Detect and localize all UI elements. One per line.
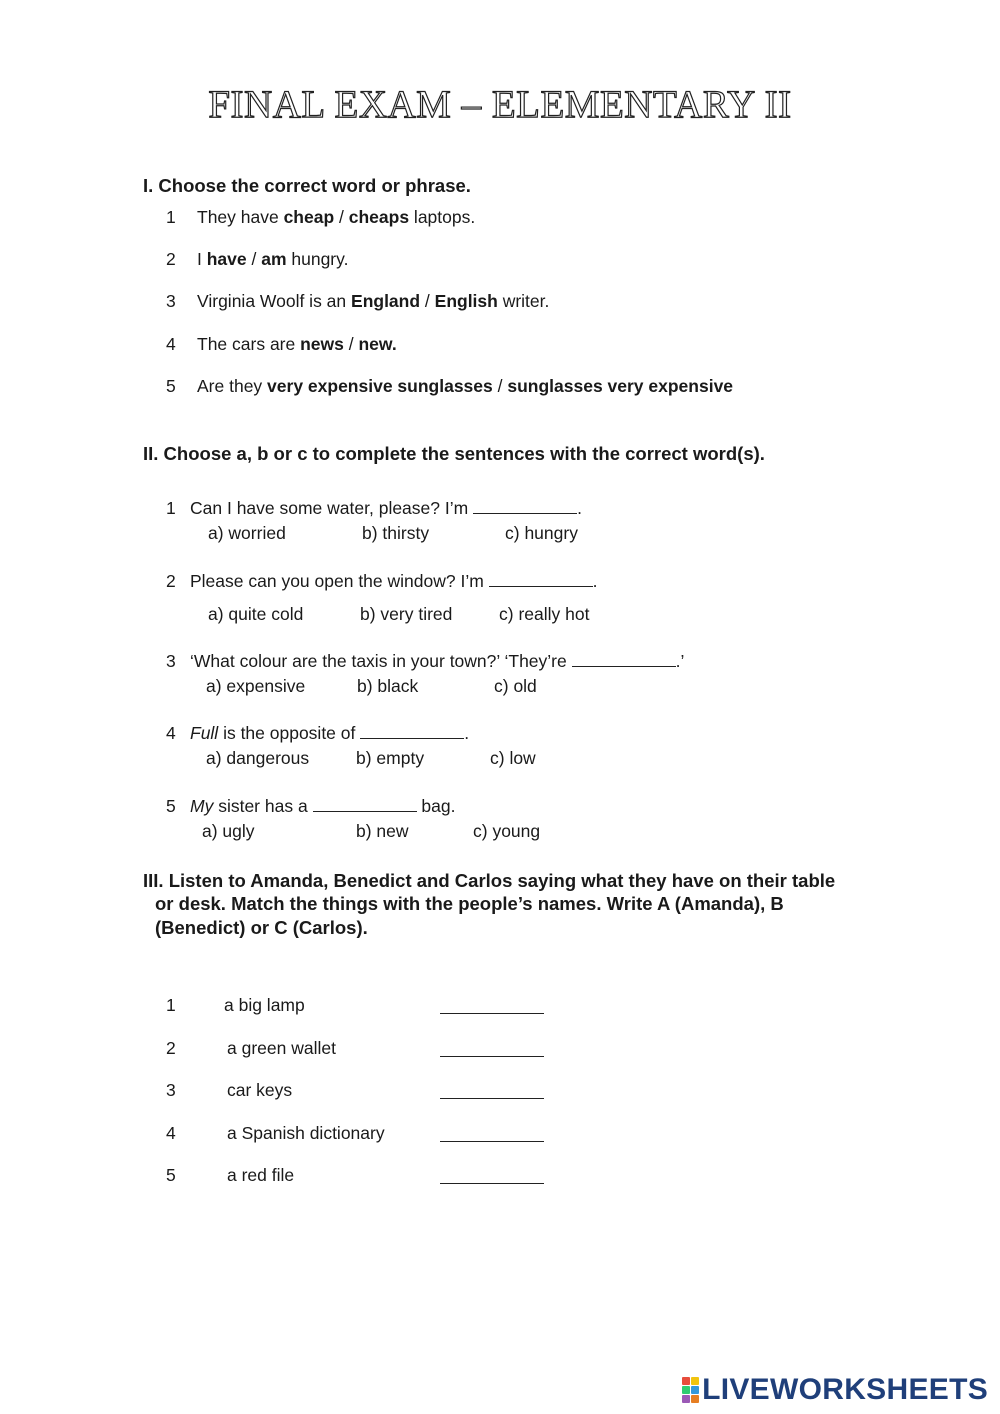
item-text-pre: Virginia Woolf is an	[197, 291, 352, 311]
list-item: a red file	[227, 1165, 295, 1185]
answer-blank[interactable]	[313, 797, 417, 812]
item-number: 5	[166, 1165, 176, 1185]
answer-blank[interactable]	[572, 652, 676, 667]
question-end: bag.	[416, 796, 456, 816]
option-c[interactable]: c) young	[473, 821, 541, 841]
question-stem: ‘What colour are the taxis in your town?’ ‘They’re	[190, 651, 572, 671]
item-number: 4	[166, 723, 176, 743]
item-text-pre: Are they	[197, 376, 268, 396]
option-b[interactable]: cheaps	[348, 207, 410, 227]
page-title: FINAL EXAM – ELEMENTARY II	[208, 83, 792, 126]
question-text	[190, 498, 582, 519]
question-text	[190, 651, 684, 672]
list-item	[197, 334, 397, 355]
option-c[interactable]: c) old	[494, 676, 537, 696]
item-number: 3	[166, 651, 176, 671]
question-stem: Please can you open the window? I’m	[190, 571, 489, 591]
list-item: a Spanish dictionary	[227, 1123, 385, 1143]
item-text-post: writer.	[497, 291, 550, 311]
item-number: 4	[166, 334, 176, 354]
item-text-pre: I	[197, 249, 207, 269]
option-a[interactable]: a) worried	[208, 523, 286, 543]
logo-block	[682, 1377, 690, 1385]
answer-blank[interactable]	[360, 724, 464, 739]
item-text-post: laptops.	[409, 207, 476, 227]
item-number: 2	[166, 571, 176, 591]
item-number: 1	[166, 207, 176, 227]
item-number: 4	[166, 1123, 176, 1143]
answer-blank[interactable]	[440, 1127, 544, 1142]
option-a[interactable]: cheap	[283, 207, 335, 227]
emphasis: My	[190, 796, 214, 816]
answer-blank[interactable]	[473, 499, 577, 514]
option-b[interactable]: b) thirsty	[362, 523, 430, 543]
separator: /	[246, 249, 262, 269]
section-1-heading: I. Choose the correct word or phrase.	[143, 175, 471, 196]
item-number: 5	[166, 796, 176, 816]
option-b[interactable]: b) empty	[356, 748, 425, 768]
option-a[interactable]: a) expensive	[206, 676, 306, 696]
logo-text: LIVEWORKSHEETS	[702, 1373, 988, 1406]
logo-block	[691, 1377, 699, 1385]
answer-blank[interactable]	[440, 1169, 544, 1184]
answer-blank[interactable]	[489, 572, 593, 587]
option-c[interactable]: c) low	[490, 748, 536, 768]
item-number: 5	[166, 376, 176, 396]
separator: /	[343, 334, 359, 354]
section-2-heading: II. Choose a, b or c to complete the sentences with the correct word(s).	[143, 443, 765, 464]
item-number: 1	[166, 498, 176, 518]
option-c[interactable]: c) hungry	[505, 523, 578, 543]
separator: /	[420, 291, 435, 311]
section-3-heading-line-3: (Benedict) or C (Carlos).	[155, 917, 368, 938]
option-a[interactable]: a) ugly	[202, 821, 255, 841]
item-text-pre: The cars are	[197, 334, 301, 354]
option-b[interactable]: am	[261, 249, 287, 269]
question-text	[190, 796, 455, 817]
question-end: .	[464, 723, 470, 743]
option-b[interactable]: b) new	[356, 821, 409, 841]
list-item	[197, 291, 549, 312]
item-number: 3	[166, 291, 176, 311]
option-a[interactable]: a) quite cold	[208, 604, 304, 624]
item-number: 2	[166, 1038, 176, 1058]
item-number: 2	[166, 249, 176, 269]
liveworksheets-logo[interactable]	[682, 1373, 988, 1407]
question-stem: Can I have some water, please? I’m	[190, 498, 474, 518]
option-a[interactable]: England	[351, 291, 421, 311]
question-stem: is the opposite of	[218, 723, 361, 743]
logo-block	[682, 1386, 690, 1394]
option-a[interactable]: have	[206, 249, 247, 269]
option-b[interactable]: sunglasses very expensive	[507, 376, 734, 396]
option-a[interactable]: news	[300, 334, 344, 354]
emphasis: Full	[190, 723, 219, 743]
list-item: a big lamp	[224, 995, 305, 1015]
option-b[interactable]: English	[434, 291, 498, 311]
answer-blank[interactable]	[440, 1042, 544, 1057]
item-text-pre: They have	[197, 207, 284, 227]
option-b[interactable]: b) very tired	[360, 604, 453, 624]
option-a[interactable]: a) dangerous	[206, 748, 310, 768]
section-3-heading-line-1: III. Listen to Amanda, Benedict and Carlos saying what they have on their table	[143, 870, 836, 891]
option-a[interactable]: very expensive sunglasses	[267, 376, 493, 396]
question-end: .	[592, 571, 598, 591]
option-b[interactable]: new.	[358, 334, 397, 354]
question-text	[190, 571, 598, 592]
question-text	[190, 723, 469, 744]
list-item	[197, 376, 733, 397]
list-item	[197, 249, 348, 270]
list-item: car keys	[227, 1080, 293, 1100]
question-end: .	[577, 498, 582, 518]
logo-blocks-icon	[682, 1377, 699, 1403]
option-c[interactable]: c) really hot	[499, 604, 590, 624]
option-b[interactable]: b) black	[357, 676, 419, 696]
list-item	[197, 207, 475, 228]
item-number: 1	[166, 995, 176, 1015]
question-end: .’	[675, 651, 685, 671]
separator: /	[334, 207, 349, 227]
list-item: a green wallet	[227, 1038, 336, 1058]
section-3-heading-line-2: or desk. Match the things with the people’s names. Write A (Amanda), B	[155, 893, 784, 914]
item-number: 3	[166, 1080, 176, 1100]
logo-block	[682, 1395, 690, 1403]
answer-blank[interactable]	[440, 1084, 544, 1099]
answer-blank[interactable]	[440, 999, 544, 1014]
logo-block	[691, 1386, 699, 1394]
question-stem: sister has a	[213, 796, 313, 816]
logo-block	[691, 1395, 699, 1403]
item-text-post: hungry.	[286, 249, 349, 269]
separator: /	[492, 376, 508, 396]
